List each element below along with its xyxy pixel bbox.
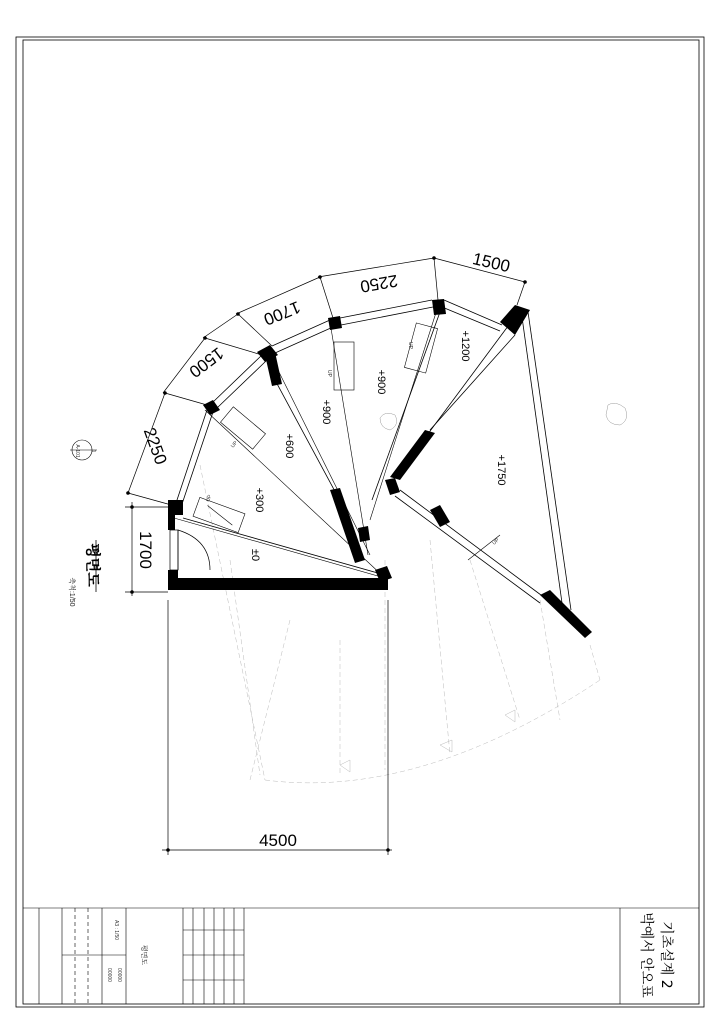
title-date-b: 00000 <box>116 968 122 982</box>
dimension-text: 4500 <box>259 831 297 850</box>
section-number: 1 <box>90 449 96 453</box>
ghost-marker <box>505 710 515 722</box>
title-course: 기초설계 2 <box>658 921 674 989</box>
dimension-text: 2250 <box>139 425 171 468</box>
level-label: ±0 <box>249 548 261 562</box>
left-wall-lower <box>168 570 178 590</box>
title-student: 박예서 안오표 <box>638 912 654 998</box>
dimension-text: 1700 <box>260 297 304 329</box>
ghost-marker <box>340 760 350 772</box>
bottom-wall <box>168 578 388 590</box>
title-block <box>23 908 699 1004</box>
column-3 <box>328 316 342 330</box>
dimension-text: 1700 <box>136 531 155 569</box>
stair-up-mark: UP <box>326 370 332 377</box>
outer-wall <box>175 300 502 507</box>
title-drawing-name: 평면도 <box>140 944 147 966</box>
level-label: +600 <box>283 433 295 459</box>
solid-walls <box>168 299 592 638</box>
outer-border <box>16 37 704 1007</box>
column-4 <box>432 299 446 315</box>
center-block <box>385 478 400 495</box>
ghost-projection <box>200 465 600 783</box>
right-wedge-wall <box>395 310 571 610</box>
level-label: +1200 <box>459 330 471 362</box>
dimension-text: 1500 <box>470 249 512 277</box>
title-date-a: 00000 <box>106 968 112 982</box>
level-label: +900 <box>375 369 387 395</box>
radial-wall-1 <box>265 352 282 386</box>
title-scale-cell: A3 : 1/50 <box>113 919 119 941</box>
door <box>170 530 210 570</box>
level-label: +900 <box>320 399 332 425</box>
section-marker <box>70 440 97 460</box>
dimension-text: 1500 <box>185 343 228 382</box>
stair-up-mark: UP <box>205 494 214 503</box>
small-block <box>358 526 370 542</box>
level-label: +1750 <box>495 454 507 486</box>
furniture-sketch <box>380 403 627 430</box>
ghost-marker <box>440 740 452 752</box>
stair-up-mark: UP <box>491 537 501 547</box>
level-label: +300 <box>253 487 265 513</box>
stair-up-mark: UP <box>407 342 413 349</box>
dimension-text: 2250 <box>358 270 400 297</box>
plan-title: 평면도 <box>84 543 102 587</box>
inner-border <box>23 40 699 1004</box>
plan-scale: 축척:1/50 <box>68 577 75 607</box>
radial-wall-2 <box>330 488 365 563</box>
stair-up-mark: UP <box>229 440 240 450</box>
right-wedge-tip <box>540 590 592 638</box>
section-sheet: A-101 <box>74 444 80 458</box>
column-1 <box>203 400 220 415</box>
